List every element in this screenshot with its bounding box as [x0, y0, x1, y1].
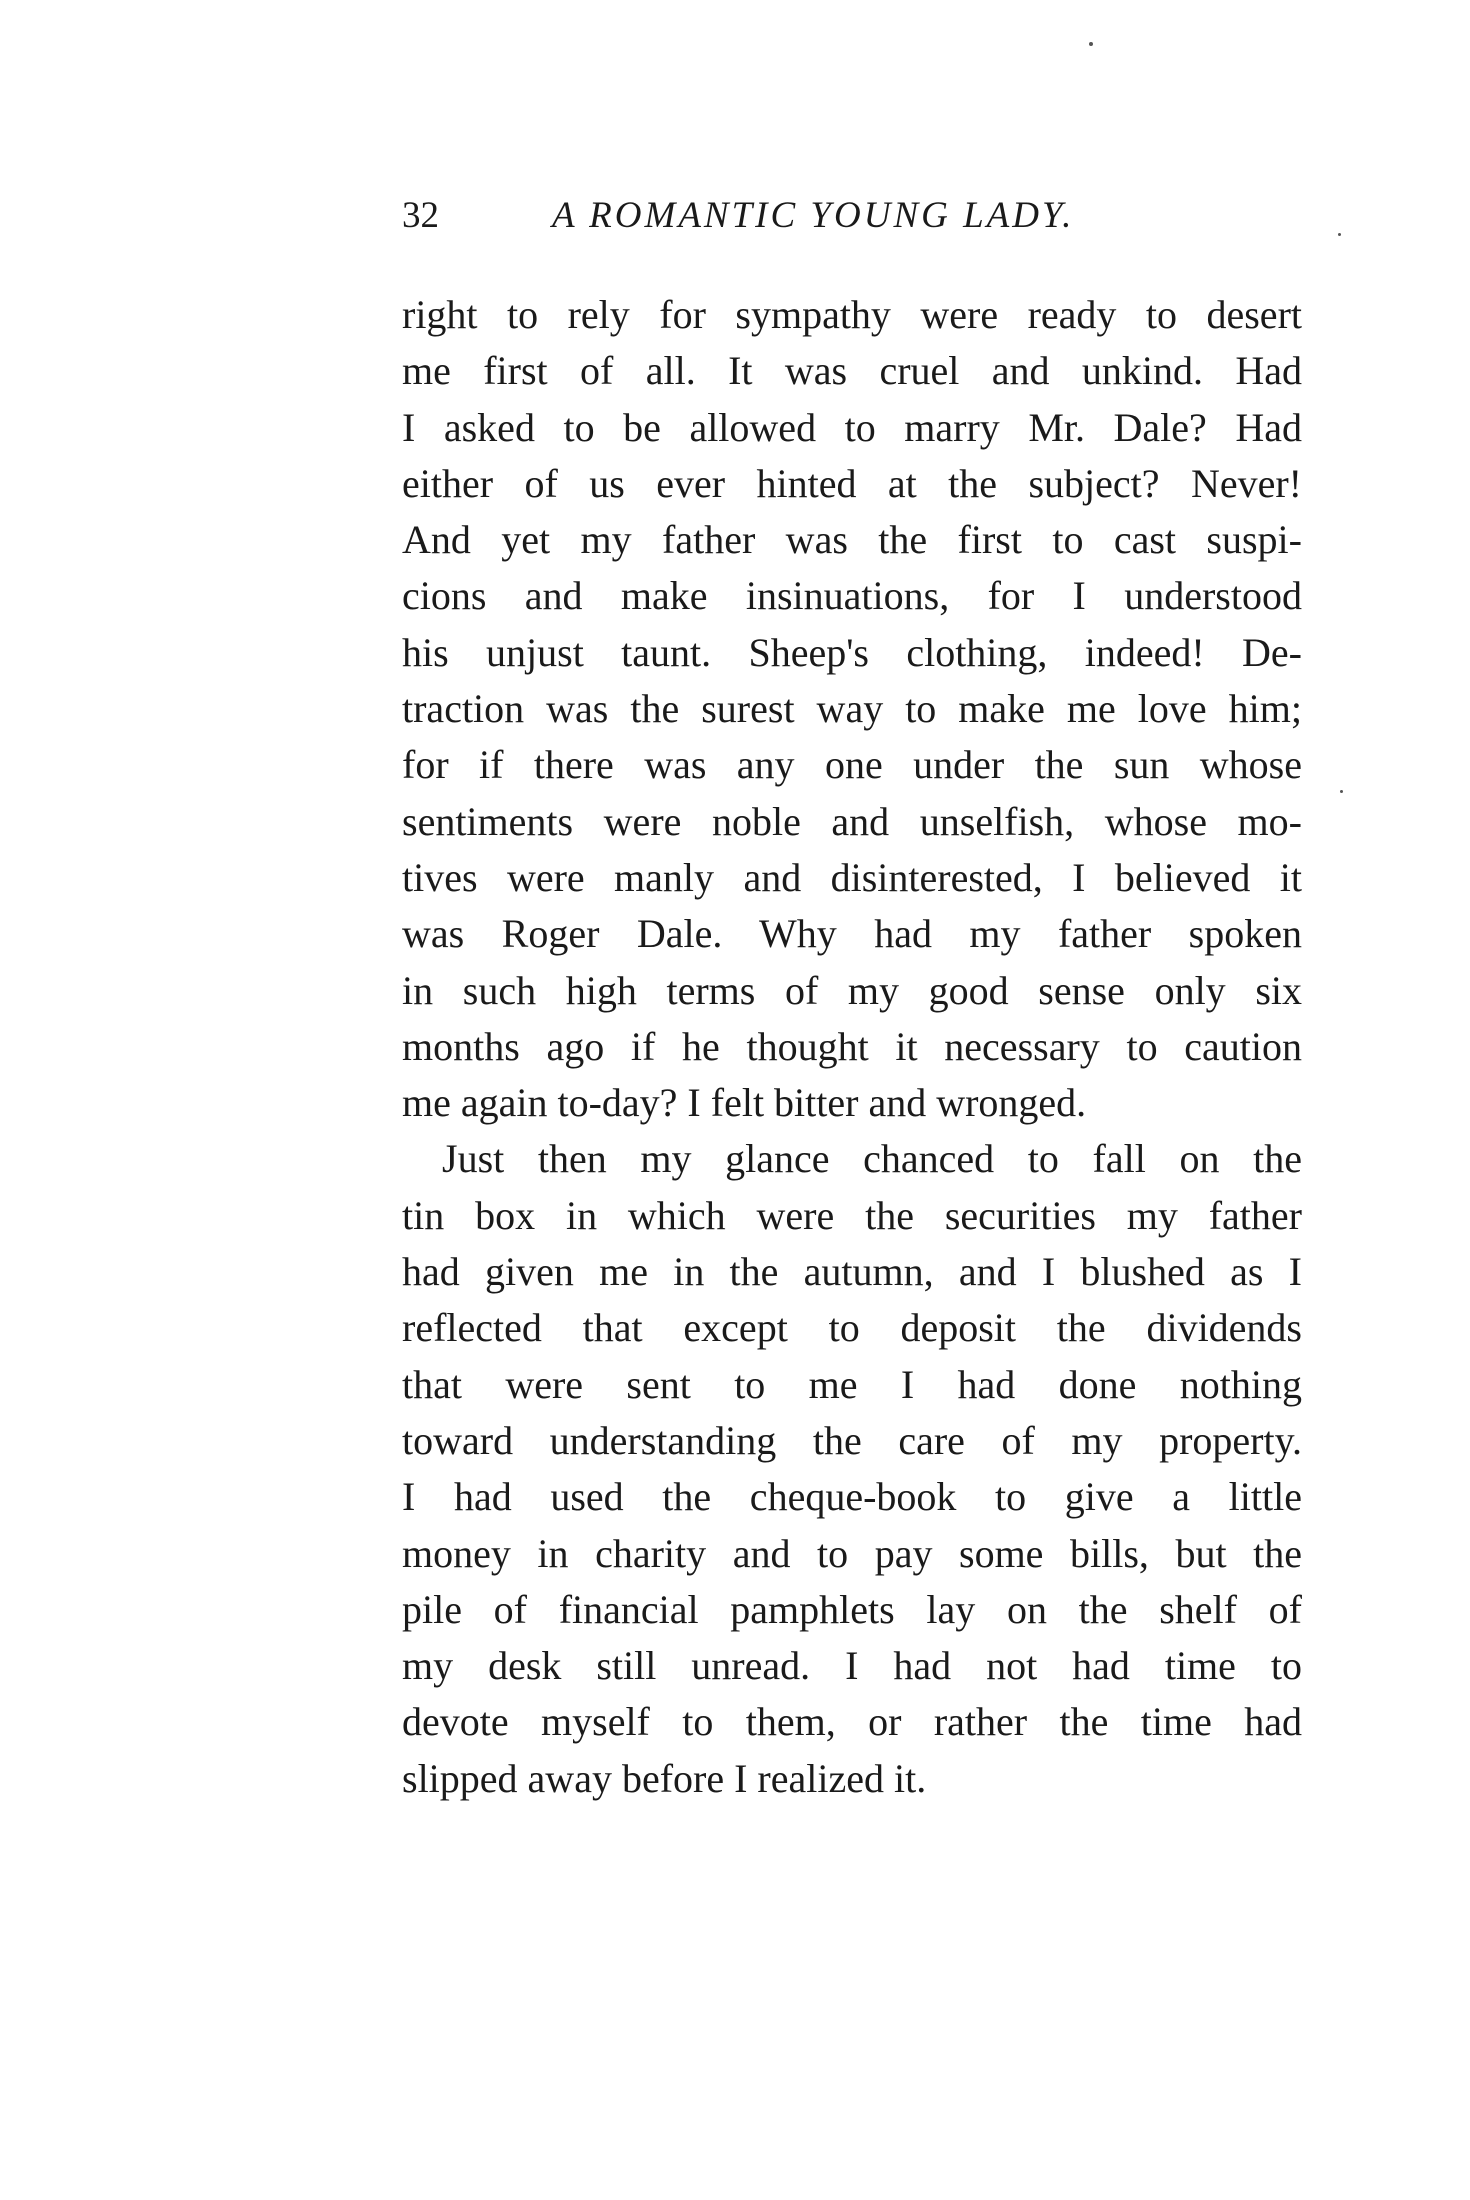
text-line: I had used the cheque-book to give a little — [402, 1474, 1302, 1520]
text-line: for if there was any one under the sun whose — [402, 742, 1302, 788]
ink-speck — [1340, 790, 1343, 793]
text-line: me first of all. It was cruel and unkind. Had — [402, 348, 1302, 394]
text-line: I asked to be allowed to marry Mr. Dale? Had — [402, 404, 1302, 450]
text-line: Just then my glance chanced to fall on the — [442, 1136, 1302, 1182]
text-line: that were sent to me I had done nothing — [402, 1361, 1302, 1407]
text-line: tives were manly and disinterested, I believed it — [402, 854, 1302, 900]
text-line: his unjust taunt. Sheep's clothing, indeed! De- — [402, 629, 1302, 675]
text-line: tin box in which were the securities my father — [402, 1192, 1302, 1238]
text-line: me again to-day? I felt bitter and wronged. — [402, 1080, 1087, 1126]
text-line: sentiments were noble and unselfish, whose mo- — [402, 798, 1302, 844]
text-line: reflected that except to deposit the dividends — [402, 1305, 1302, 1351]
text-line: my desk still unread. I had not had time to — [402, 1643, 1302, 1689]
text-line: either of us ever hinted at the subject? Never! — [402, 460, 1302, 506]
ink-speck — [1338, 233, 1341, 236]
paragraph-2 — [402, 1131, 1302, 1807]
text-line: slipped away before I realized it. — [402, 1755, 927, 1801]
running-head — [402, 186, 1302, 246]
text-line: in such high terms of my good sense only six — [402, 967, 1302, 1013]
running-title: A ROMANTIC YOUNG LADY. — [552, 195, 1075, 236]
text-line: cions and make insinuations, for I understood — [402, 573, 1302, 619]
ink-speck — [1089, 42, 1093, 46]
text-line: And yet my father was the first to cast suspi- — [402, 517, 1302, 563]
text-line: had given me in the autumn, and I blushed as I — [402, 1249, 1302, 1295]
text-line: months ago if he thought it necessary to caution — [402, 1023, 1302, 1069]
text-line: traction was the surest way to make me love him; — [402, 686, 1302, 732]
text-line: toward understanding the care of my property. — [402, 1417, 1302, 1463]
body-text — [402, 287, 1302, 1807]
page-number: 32 — [402, 195, 439, 236]
paragraph-1 — [402, 287, 1302, 1131]
text-line: was Roger Dale. Why had my father spoken — [402, 911, 1302, 957]
text-line: money in charity and to pay some bills, but the — [402, 1530, 1302, 1576]
text-line: pile of financial pamphlets lay on the shelf of — [402, 1586, 1302, 1632]
text-line: devote myself to them, or rather the time had — [402, 1699, 1302, 1745]
text-line: right to rely for sympathy were ready to desert — [402, 292, 1302, 337]
